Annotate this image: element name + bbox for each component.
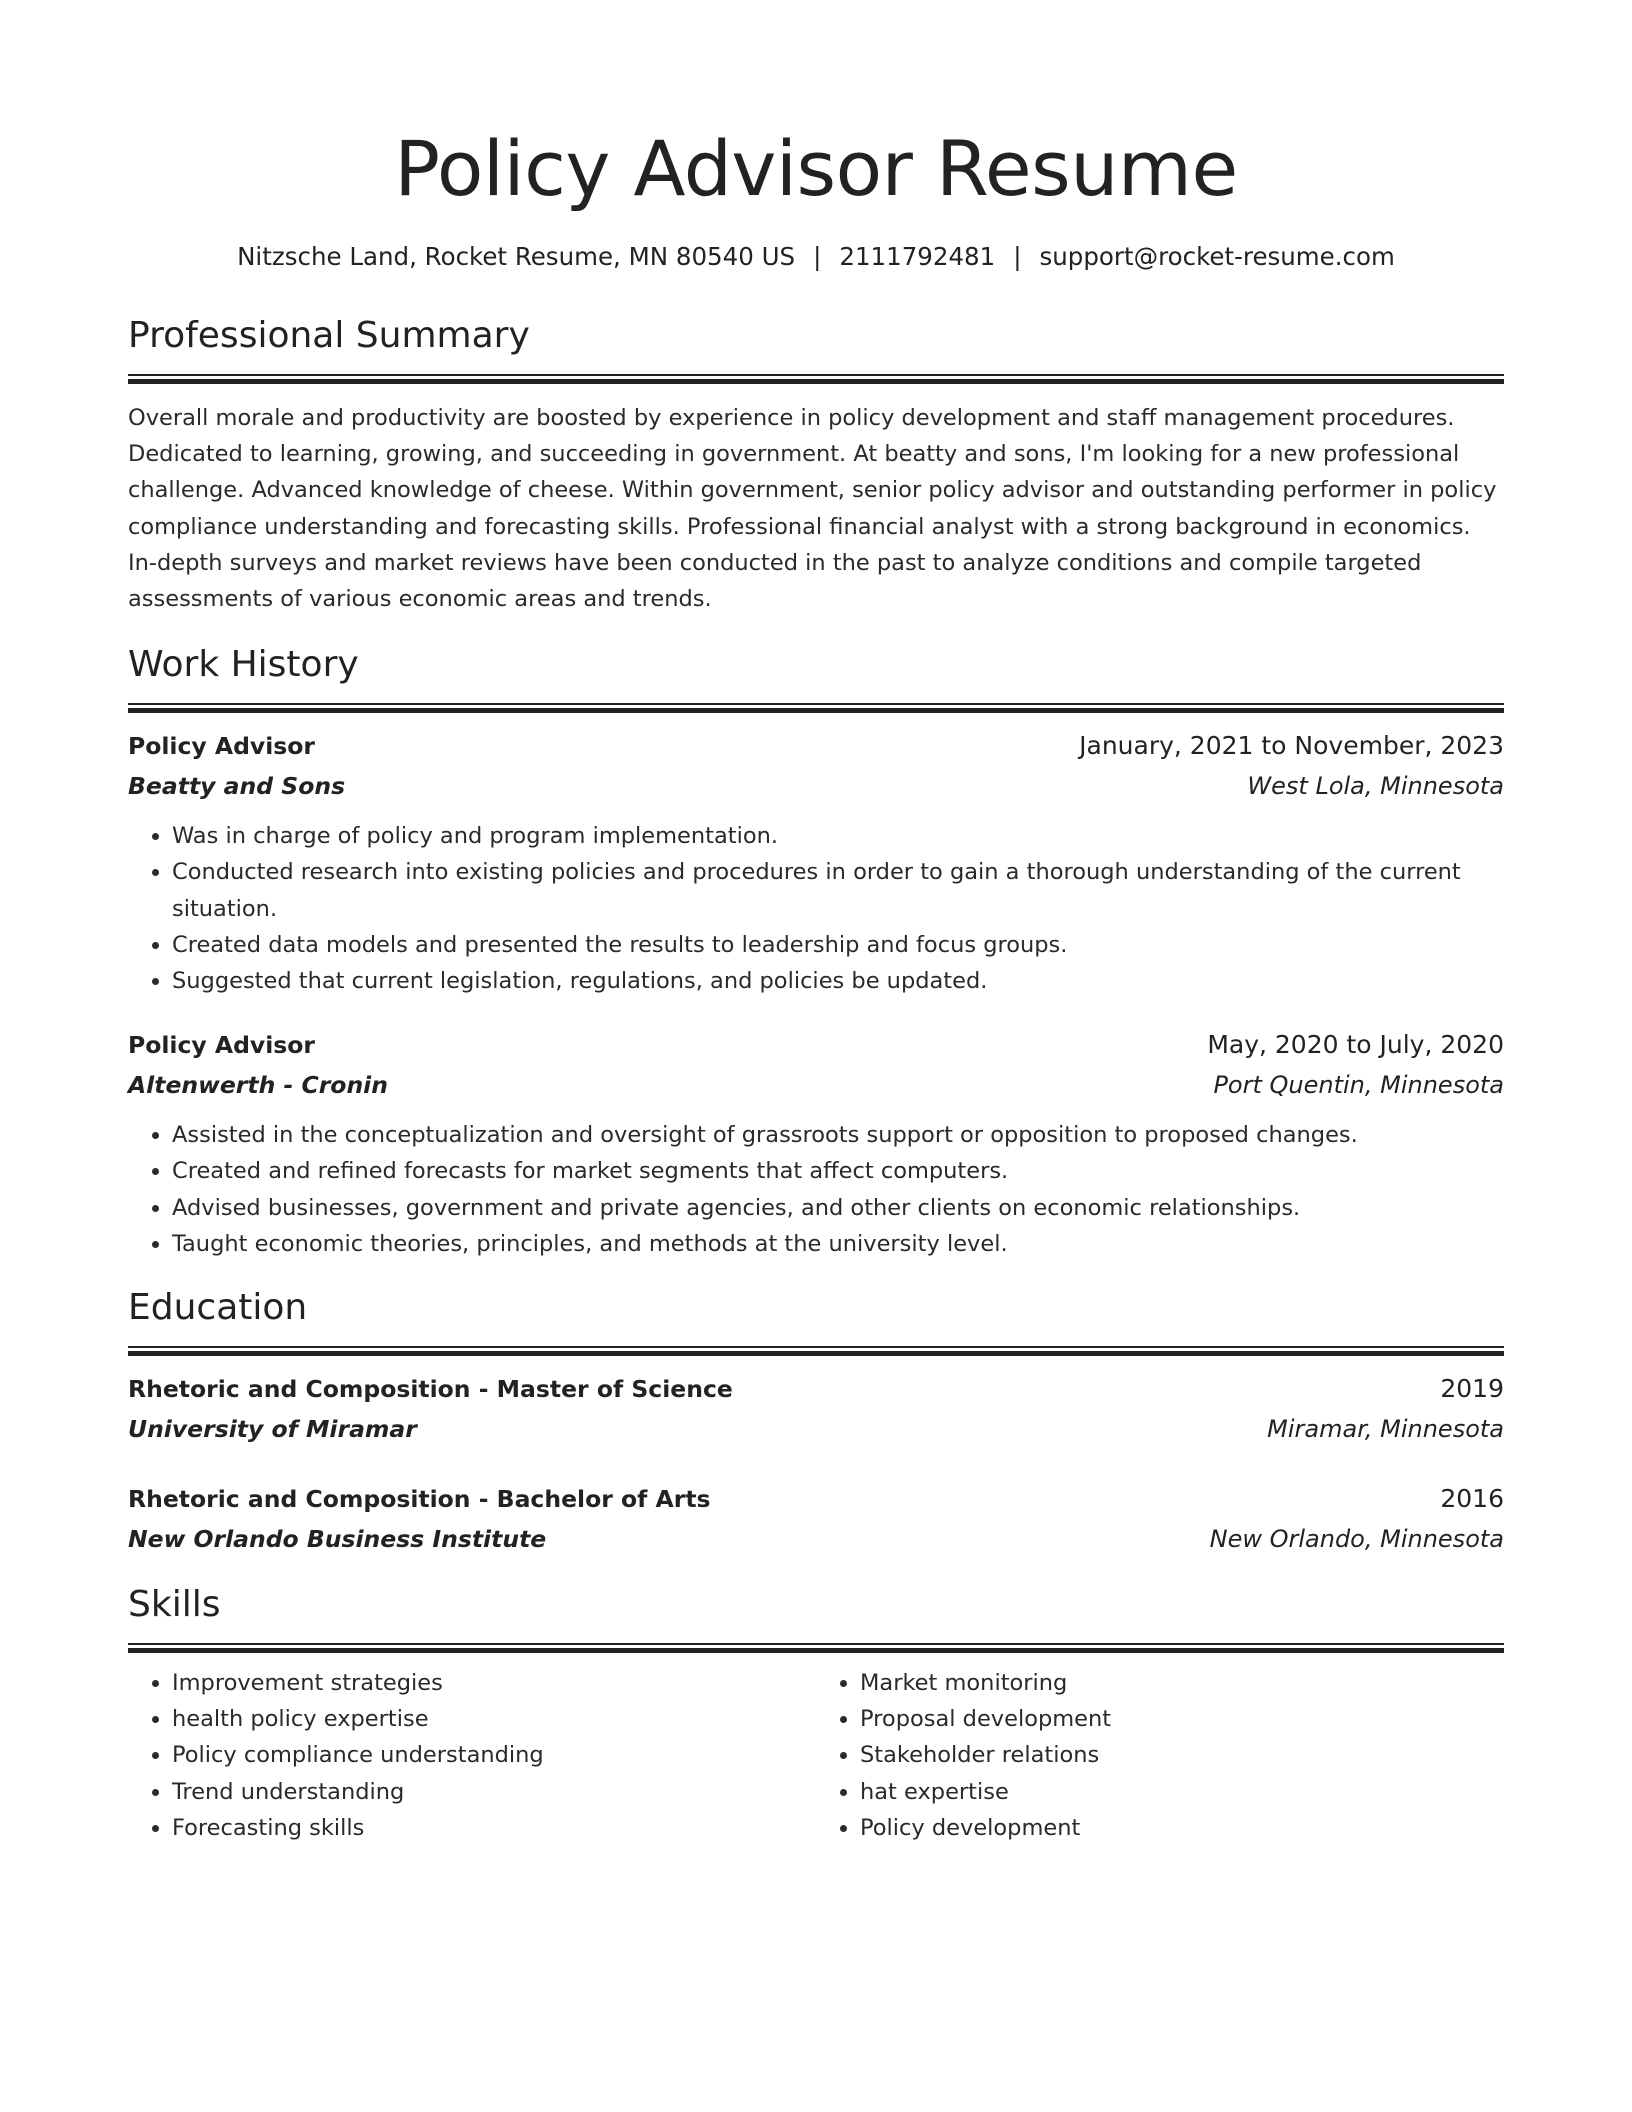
list-item: • Policy compliance understanding bbox=[172, 1737, 816, 1773]
list-item: • Forecasting skills bbox=[172, 1810, 816, 1846]
section-divider bbox=[128, 703, 1504, 713]
education-entry bbox=[128, 1479, 1504, 1559]
skills-section bbox=[128, 1581, 1504, 1846]
summary-section bbox=[128, 312, 1504, 617]
job-company: Altenwerth - Cronin bbox=[128, 1071, 388, 1100]
list-item: • Trend understanding bbox=[172, 1774, 816, 1810]
list-item: • Suggested that current legislation, regulations, and policies be updated. bbox=[172, 963, 1504, 999]
section-divider bbox=[128, 1643, 1504, 1653]
job-header-row bbox=[128, 726, 1504, 766]
skills-column-left bbox=[128, 1665, 816, 1846]
education-school-row bbox=[128, 1519, 1504, 1559]
list-item: • Assisted in the conceptualization and oversight of grassroots support or opposition to proposed changes. bbox=[172, 1117, 1504, 1153]
section-divider bbox=[128, 374, 1504, 384]
job-entry bbox=[128, 1025, 1504, 1262]
education-header-row bbox=[128, 1369, 1504, 1409]
contact-separator: | bbox=[813, 242, 822, 271]
job-title: Policy Advisor bbox=[128, 732, 316, 761]
job-org-row bbox=[128, 766, 1504, 806]
work-history-section bbox=[128, 641, 1504, 1262]
section-heading-education: Education bbox=[128, 1287, 308, 1329]
contact-line bbox=[128, 240, 1504, 274]
skills-grid bbox=[128, 1665, 1504, 1846]
job-location: West Lola, Minnesota bbox=[1247, 772, 1504, 801]
summary-text: Overall morale and productivity are boosted by experience in policy development and staff management procedures. Dedicated to learning, growing, and succeeding in government. At beatty and sons, I'm looking for a new professional challenge. Advanced knowledge of cheese. Within government, senior policy advisor and outstanding performer in policy compliance understanding and forecasting skills. Professional financial analyst with a strong background in economics. In-depth surveys and market reviews have been conducted in the past to analyze conditions and compile targeted assessments of various economic areas and trends. bbox=[128, 405, 1497, 613]
contact-email: support@rocket-resume.com bbox=[1039, 242, 1395, 271]
education-year: 2019 bbox=[1440, 1374, 1504, 1404]
list-item: • Policy development bbox=[860, 1810, 1504, 1846]
education-year: 2016 bbox=[1440, 1484, 1504, 1514]
list-item: • health policy expertise bbox=[172, 1701, 816, 1737]
section-heading-work-history: Work History bbox=[128, 644, 359, 686]
contact-separator: | bbox=[1013, 242, 1022, 271]
list-item: • Conducted research into existing policies and procedures in order to gain a thorough understanding of the current situation. bbox=[172, 854, 1504, 926]
education-degree: Rhetoric and Composition - Master of Science bbox=[128, 1375, 733, 1404]
list-item: • Taught economic theories, principles, and methods at the university level. bbox=[172, 1226, 1504, 1262]
education-school: New Orlando Business Institute bbox=[128, 1525, 547, 1554]
list-item: • Proposal development bbox=[860, 1701, 1504, 1737]
job-header-row bbox=[128, 1025, 1504, 1065]
section-divider bbox=[128, 1346, 1504, 1356]
list-item: • Created and refined forecasts for market segments that affect computers. bbox=[172, 1153, 1504, 1189]
job-location: Port Quentin, Minnesota bbox=[1213, 1071, 1504, 1100]
education-school-row bbox=[128, 1409, 1504, 1449]
section-heading-summary: Professional Summary bbox=[128, 315, 530, 356]
job-entry bbox=[128, 726, 1504, 999]
job-company: Beatty and Sons bbox=[128, 772, 346, 801]
list-item: • Market monitoring bbox=[860, 1665, 1504, 1701]
job-bullets bbox=[128, 1117, 1504, 1262]
education-location: New Orlando, Minnesota bbox=[1209, 1525, 1504, 1554]
job-dates: January, 2021 to November, 2023 bbox=[1079, 731, 1504, 761]
list-item: • Stakeholder relations bbox=[860, 1737, 1504, 1773]
contact-address: Nitzsche Land, Rocket Resume, MN 80540 US bbox=[237, 242, 796, 271]
list-item: • Created data models and presented the results to leadership and focus groups. bbox=[172, 927, 1504, 963]
list-item: • Was in charge of policy and program implementation. bbox=[172, 818, 1504, 854]
education-school: University of Miramar bbox=[128, 1415, 417, 1444]
list-item: • Improvement strategies bbox=[172, 1665, 816, 1701]
education-location: Miramar, Minnesota bbox=[1267, 1415, 1504, 1444]
list-item: • hat expertise bbox=[860, 1774, 1504, 1810]
skills-column-right bbox=[816, 1665, 1504, 1846]
job-dates: May, 2020 to July, 2020 bbox=[1207, 1030, 1504, 1060]
resume-title: Policy Advisor Resume bbox=[394, 124, 1238, 213]
job-org-row bbox=[128, 1065, 1504, 1105]
job-bullets bbox=[128, 818, 1504, 999]
education-degree: Rhetoric and Composition - Bachelor of Arts bbox=[128, 1485, 711, 1514]
contact-phone: 2111792481 bbox=[839, 242, 996, 271]
list-item: • Advised businesses, government and private agencies, and other clients on economic relationships. bbox=[172, 1190, 1504, 1226]
job-title: Policy Advisor bbox=[128, 1031, 316, 1060]
education-entry bbox=[128, 1369, 1504, 1449]
education-section bbox=[128, 1284, 1504, 1559]
section-heading-skills: Skills bbox=[128, 1584, 221, 1626]
education-header-row bbox=[128, 1479, 1504, 1519]
